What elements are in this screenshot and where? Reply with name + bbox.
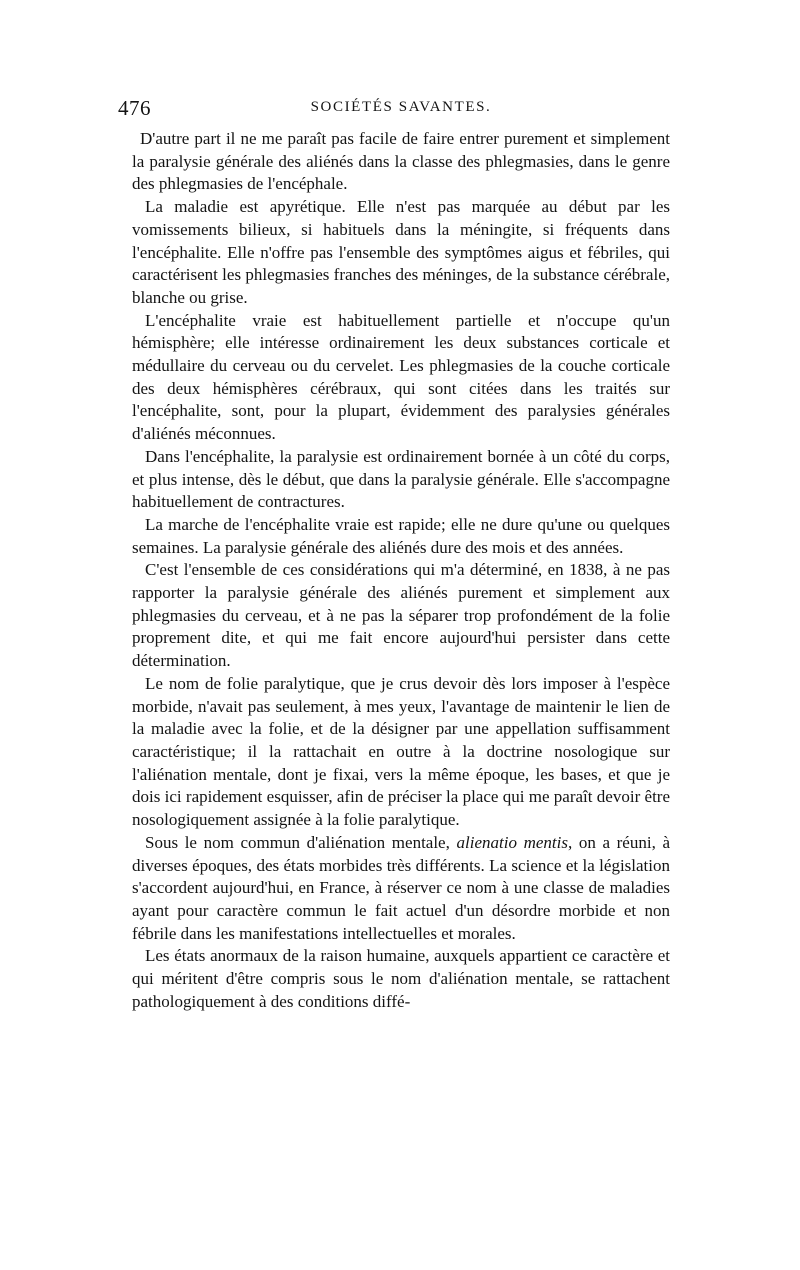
paragraph: La maladie est apyrétique. Elle n'est pas marquée au début par les vomissements bilieux, si habituels dans la méningite, si fréquents dans l'encéphalite. Elle n'offre pas l'ensemble des symptômes aigus et fébriles, qui caractérisent les phlegmasies franches des méninges, de la substance cérébrale, blanche ou grise. bbox=[132, 197, 670, 307]
paragraph: La marche de l'encéphalite vraie est rapide; elle ne dure qu'une ou quelques semaines. La paralysie générale des aliénés dure des mois et des années. bbox=[132, 514, 670, 557]
page-number: 476 bbox=[118, 96, 151, 120]
paragraph: Les états anormaux de la raison humaine, auxquels appartient ce caractère et qui méritent d'être compris sous le nom d'aliénation mentale, se rattachent pathologiquement à des conditions diffé- bbox=[132, 946, 670, 1011]
body-text bbox=[132, 128, 670, 1013]
paragraph: D'autre part il ne me paraît pas facile de faire entrer purement et simplement la paralysie générale des aliénés dans la classe des phlegmasies, dans le genre des phlegmasies de l'encéphale. bbox=[132, 129, 670, 194]
paragraph: Le nom de folie paralytique, que je crus devoir dès lors imposer à l'espèce morbide, n'avait pas seulement, à mes yeux, l'avantage de maintenir le lien de la maladie avec la folie, et de la désigner par une appellation suffisamment caractéristique; il la rattachait en outre à la doctrine nosologique sur l'aliénation mentale, dont je fixai, vers la même époque, les bases, et que je dois ici rapidement esquisser, afin de préciser la place qui me paraît devoir être nosologiquement assignée à la folie paralytique. bbox=[132, 673, 670, 830]
running-head: SOCIÉTÉS SAVANTES. bbox=[310, 99, 492, 115]
page-header bbox=[118, 96, 670, 122]
paragraph: Dans l'encéphalite, la paralysie est ordinairement bornée à un côté du corps, et plus intense, dès le début, que dans la paralysie générale. Elle s'accompagne habituellement de contractures. bbox=[132, 446, 670, 512]
paragraph: C'est l'ensemble de ces considérations qui m'a déterminé, en 1838, à ne pas rapporter la paralysie générale des aliénés purement et simplement aux phlegmasies du cerveau, et à ne pas la séparer trop profondément de la folie proprement dite, et qui me fait encore aujourd'hui persister dans cette détermination. bbox=[132, 560, 670, 671]
book-page bbox=[118, 96, 670, 1013]
paragraph bbox=[132, 832, 670, 946]
paragraph-text: Sous le nom commun d'aliénation mentale, bbox=[145, 832, 457, 852]
paragraph-text: , on a réuni, à diverses époques, des états morbides très différents. La science et la législation s'accordent aujourd'hui, en France, à réserver ce nom à une classe de maladies ayant pour caractère commun le fait actuel d'un désordre morbide et non fébrile dans les manifestations intellectuelles et morales. bbox=[132, 832, 670, 943]
latin-term: alienatio mentis bbox=[456, 832, 568, 852]
paragraph: L'encéphalite vraie est habituellement partielle et n'occupe qu'un hémisphère; elle intéresse ordinairement les deux substances corticale et médullaire du cerveau ou du cervelet. Les phlegmasies de la couche corticale des deux hémisphères cérébraux, qui sont citées dans les traités sur l'encéphalite, sont, pour la plupart, évidemment des paralysies générales d'aliénés méconnues. bbox=[132, 310, 670, 444]
